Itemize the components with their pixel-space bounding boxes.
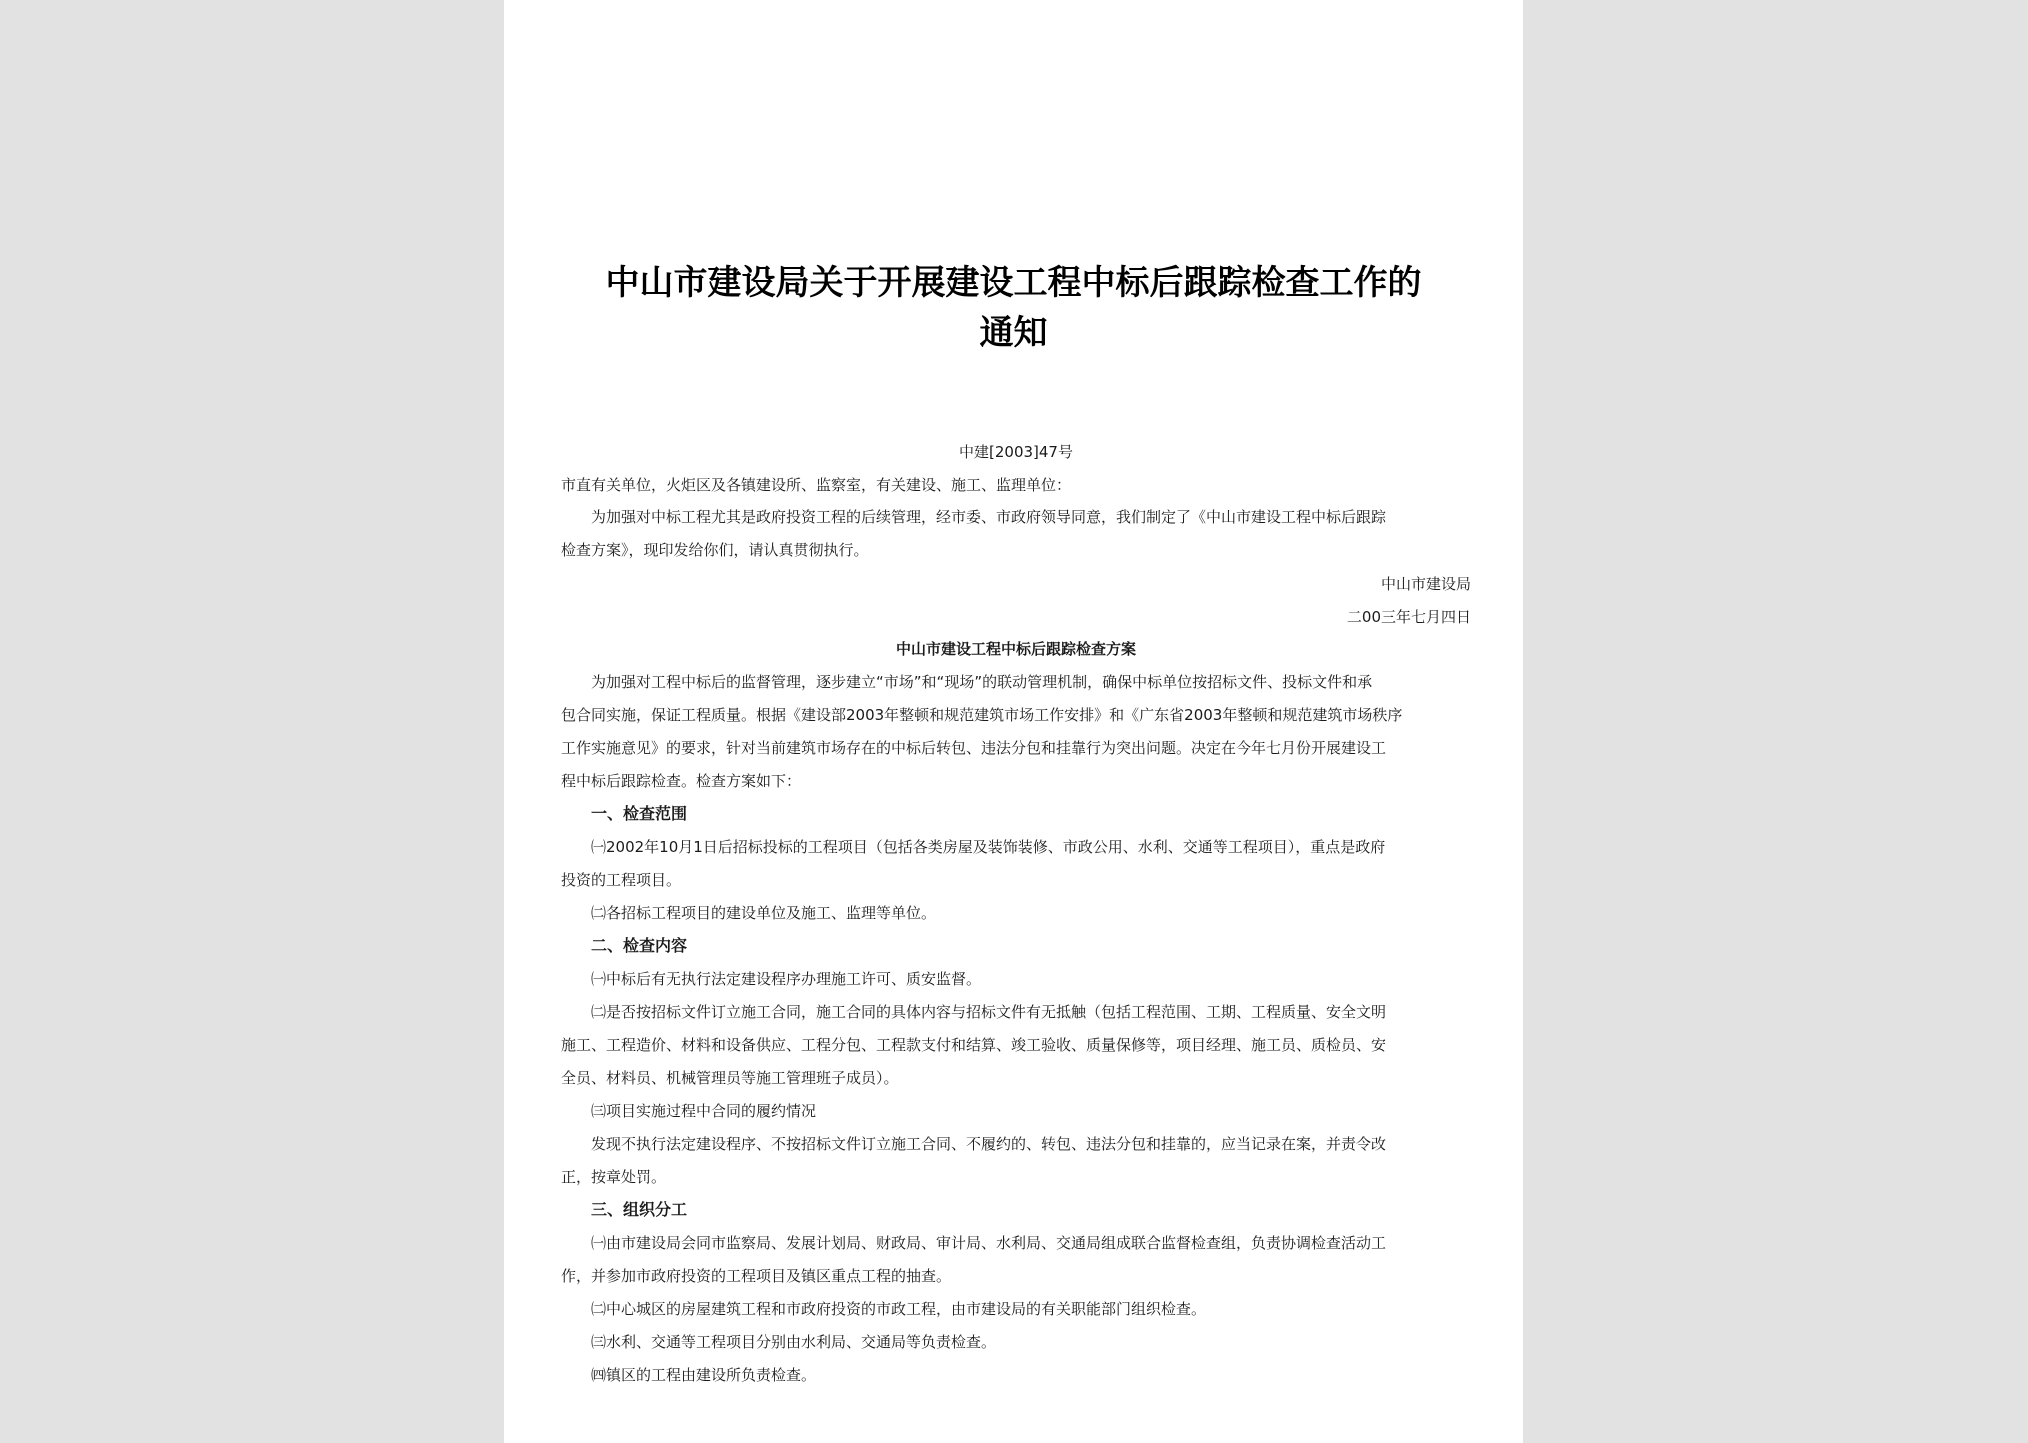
section-item-line: ㈠中标后有无执行法定建设程序办理施工许可、质安监督。 [591, 970, 982, 988]
intro-line-2: 检查方案》，现印发给你们，请认真贯彻执行。 [561, 541, 869, 559]
section-item-line: ㈢水利、交通等工程项目分别由水利局、交通局等负责检查。 [591, 1333, 997, 1351]
plan-paragraph-line: 工作实施意见》的要求，针对当前建筑市场存在的中标后转包、违法分包和挂靠行为突出问题。决定在今年七月份开展建设工 [561, 739, 1387, 757]
plan-paragraph-line: 程中标后跟踪检查。检查方案如下： [561, 772, 802, 790]
addressee: 市直有关单位，火炬区及各镇建设所、监察室，有关建设、施工、监理单位： [561, 476, 1072, 494]
section-item-line: 投资的工程项目。 [561, 871, 682, 889]
section-heading-organization: 三、组织分工 [591, 1200, 688, 1219]
section-item-line: 作，并参加市政府投资的工程项目及镇区重点工程的抽查。 [561, 1267, 952, 1285]
section-item-line: ㈠2002年10月1日后招标投标的工程项目（包括各类房屋及装饰装修、市政公用、水利、交通等工程项目），重点是政府 [591, 838, 1386, 856]
section-item-line: ㈡是否按招标文件订立施工合同，施工合同的具体内容与招标文件有无抵触（包括工程范围、工期、工程质量、安全文明 [591, 1003, 1387, 1021]
title-line-2: 通知 [979, 313, 1048, 353]
issue-date: 二00三年七月四日 [1346, 608, 1471, 626]
document-page [504, 0, 1523, 1443]
plan-title: 中山市建设工程中标后跟踪检查方案 [895, 640, 1136, 658]
intro-line-1: 为加强对中标工程尤其是政府投资工程的后续管理，经市委、市政府领导同意，我们制定了《中山市建设工程中标后跟踪 [591, 508, 1387, 526]
section-item-line: 施工、工程造价、材料和设备供应、工程分包、工程款支付和结算、竣工验收、质量保修等，项目经理、施工员、质检员、安 [561, 1036, 1387, 1054]
section-item-line: ㈠由市建设局会同市监察局、发展计划局、财政局、审计局、水利局、交通局组成联合监督检查组，负责协调检查活动工 [591, 1234, 1387, 1252]
section-paragraph-line: 正，按章处罚。 [561, 1168, 667, 1186]
section-heading-scope: 一、检查范围 [591, 804, 688, 823]
document-title [544, 258, 1483, 358]
section-item-line: 全员、材料员、机械管理员等施工管理班子成员）。 [561, 1069, 899, 1087]
section-item-line: ㈡各招标工程项目的建设单位及施工、监理等单位。 [591, 904, 937, 922]
section-item-line: ㈡中心城区的房屋建筑工程和市政府投资的市政工程，由市建设局的有关职能部门组织检查。 [591, 1300, 1207, 1318]
section-paragraph-line: 发现不执行法定建设程序、不按招标文件订立施工合同、不履约的、转包、违法分包和挂靠的，应当记录在案，并责令改 [591, 1135, 1387, 1153]
section-item-line: ㈣镇区的工程由建设所负责检查。 [591, 1366, 817, 1384]
title-line-1: 中山市建设局关于开展建设工程中标后跟踪检查工作的 [605, 263, 1422, 303]
signer: 中山市建设局 [1380, 575, 1471, 593]
plan-paragraph-line: 为加强对工程中标后的监督管理，逐步建立“市场”和“现场”的联动管理机制，确保中标单位按招标文件、投标文件和承 [591, 673, 1373, 691]
document-number: 中建[2003]47号 [959, 443, 1073, 461]
plan-paragraph-line: 包合同实施，保证工程质量。根据《建设部2003年整顿和规范建筑市场工作安排》和《广东省2003年整顿和规范建筑市场秩序 [561, 706, 1403, 724]
section-item-line: ㈢项目实施过程中合同的履约情况 [591, 1102, 817, 1120]
section-heading-content: 二、检查内容 [591, 936, 688, 955]
